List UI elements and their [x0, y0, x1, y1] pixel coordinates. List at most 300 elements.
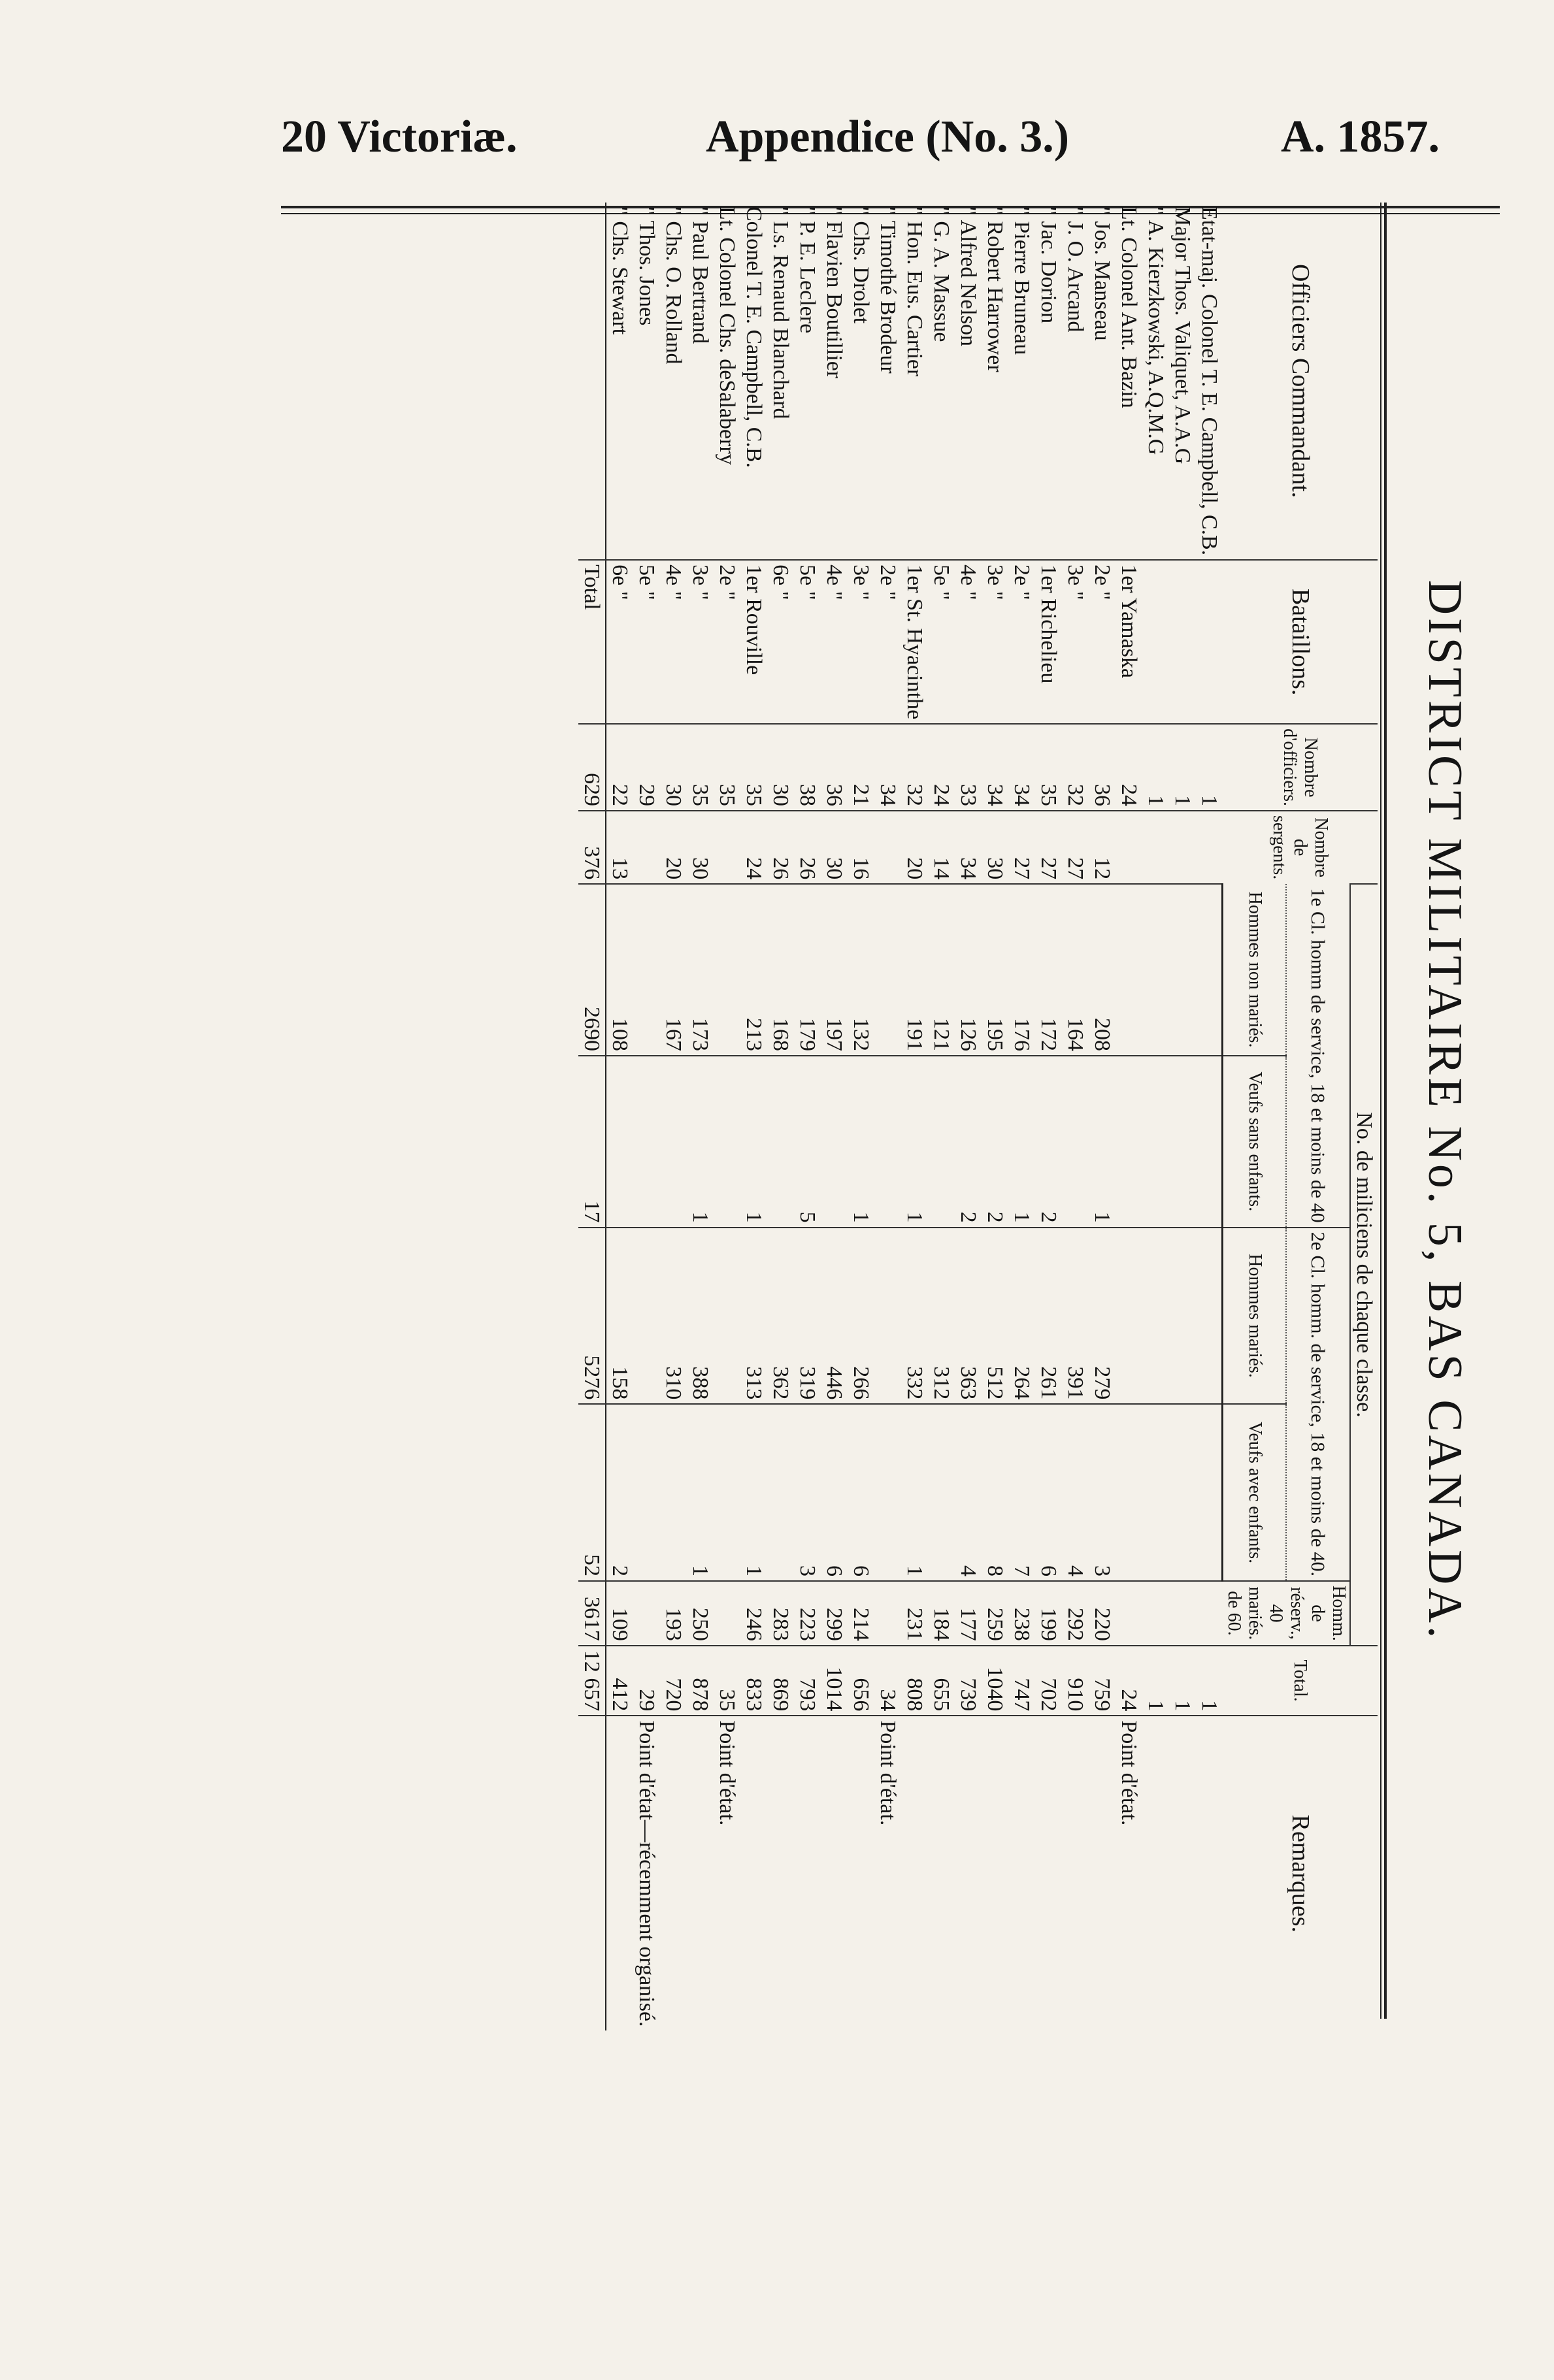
reserve: 177: [955, 1581, 982, 1646]
veufs-avec-enfants: 7: [1008, 1404, 1035, 1581]
officers-count: 30: [767, 724, 794, 811]
officer-name: " Chs. Drolet: [849, 206, 873, 324]
col-hommes-maries: Hommes mariés.: [1223, 1228, 1286, 1405]
veufs-sans-enfants: [633, 1056, 660, 1228]
remark: [848, 1716, 874, 2030]
table-row: [687, 203, 714, 2030]
veufs-sans-enfants: 1: [740, 1056, 767, 1228]
hommes-non-maries: 126: [955, 884, 982, 1056]
veufs-sans-enfants: [821, 1056, 848, 1228]
battalion-name: 1er St. Hyacinthe: [901, 560, 928, 724]
hommes-non-maries: 164: [1062, 884, 1089, 1056]
officers-count: 24: [1116, 724, 1142, 811]
hommes-non-maries: [1169, 884, 1196, 1056]
veufs-sans-enfants: 1: [687, 1056, 714, 1228]
officer-name: " Robert Harrower: [983, 206, 1007, 372]
officer-name: " A. Kierzkowski, A.Q.M.G: [1144, 206, 1168, 455]
officer-name: Major Thos. Valiquet, A.A.G: [1170, 206, 1195, 465]
table-row: [1196, 203, 1223, 2030]
officer-name: " Chs. Stewart: [608, 206, 632, 335]
reserve: 299: [821, 1581, 848, 1646]
battalion-name: 4e ": [660, 560, 687, 724]
total-total: 12 657: [578, 1646, 606, 1716]
battalion-name: 3e ": [982, 560, 1008, 724]
table-rule-top-thin: [1380, 203, 1381, 2019]
hommes-non-maries: 167: [660, 884, 687, 1056]
remark: [955, 1716, 982, 2030]
officer-name: " Paul Bertrand: [688, 206, 712, 344]
veufs-avec-enfants: [660, 1404, 687, 1581]
officer-name: " Flavien Boutillier: [822, 206, 846, 379]
hommes-maries: [714, 1228, 740, 1405]
reserve: [874, 1581, 901, 1646]
table-row: [606, 203, 633, 2030]
reserve: 231: [901, 1581, 928, 1646]
officer-name: Colonel T. E. Campbell, C.B.: [742, 206, 766, 468]
row-total: 1040: [982, 1646, 1008, 1716]
hommes-maries: 313: [740, 1228, 767, 1405]
veufs-sans-enfants: [1169, 1056, 1196, 1228]
hommes-non-maries: 213: [740, 884, 767, 1056]
table-row: [794, 203, 821, 2030]
veufs-sans-enfants: 2: [955, 1056, 982, 1228]
veufs-sans-enfants: [714, 1056, 740, 1228]
officers-count: 35: [740, 724, 767, 811]
row-total: 656: [848, 1646, 874, 1716]
veufs-avec-enfants: [714, 1404, 740, 1581]
reserve: [714, 1581, 740, 1646]
sergeants-count: [714, 811, 740, 884]
officers-count: 1: [1142, 724, 1169, 811]
hommes-maries: 362: [767, 1228, 794, 1405]
row-total: 34: [874, 1646, 901, 1716]
officers-count: 24: [928, 724, 955, 811]
officers-count: 1: [1196, 724, 1223, 811]
hommes-maries: 261: [1035, 1228, 1062, 1405]
officer-name: " Thos. Jones: [635, 206, 659, 326]
officer-name: " Pierre Bruneau: [1010, 206, 1034, 355]
total-c4: 52: [578, 1404, 606, 1581]
reserve: [1142, 1581, 1169, 1646]
hommes-non-maries: 179: [794, 884, 821, 1056]
row-total: 702: [1035, 1646, 1062, 1716]
sergeants-count: [1116, 811, 1142, 884]
sergeants-count: 13: [606, 811, 633, 884]
hommes-non-maries: 191: [901, 884, 928, 1056]
hommes-maries: 158: [606, 1228, 633, 1405]
table-row: [660, 203, 687, 2030]
hommes-non-maries: 121: [928, 884, 955, 1056]
sergeants-count: 24: [740, 811, 767, 884]
officers-count: 38: [794, 724, 821, 811]
veufs-sans-enfants: [606, 1056, 633, 1228]
row-total: 869: [767, 1646, 794, 1716]
hommes-maries: [1116, 1228, 1142, 1405]
veufs-avec-enfants: 3: [794, 1404, 821, 1581]
reserve: 193: [660, 1581, 687, 1646]
row-total: 720: [660, 1646, 687, 1716]
veufs-avec-enfants: [767, 1404, 794, 1581]
battalion-name: 2e ": [714, 560, 740, 724]
veufs-avec-enfants: [928, 1404, 955, 1581]
sergeants-count: 27: [1035, 811, 1062, 884]
remark: Point d'état.: [1116, 1716, 1142, 2030]
hommes-non-maries: 108: [606, 884, 633, 1056]
officers-count: 33: [955, 724, 982, 811]
row-total: 878: [687, 1646, 714, 1716]
col-veufs-sans-enfants: Veufs sans enfants.: [1223, 1056, 1286, 1228]
col-bataillons: Bataillons.: [1223, 560, 1378, 724]
officers-count: 22: [606, 724, 633, 811]
page-title: DISTRICT MILITAIRE No. 5, BAS CANADA.: [1418, 579, 1472, 1642]
veufs-sans-enfants: 1: [848, 1056, 874, 1228]
reserve: 259: [982, 1581, 1008, 1646]
veufs-sans-enfants: 2: [982, 1056, 1008, 1228]
remark: [767, 1716, 794, 2030]
battalion-name: [1142, 560, 1169, 724]
row-total: 655: [928, 1646, 955, 1716]
reserve: 220: [1089, 1581, 1116, 1646]
table-row: [1089, 203, 1116, 2030]
sergeants-count: [633, 811, 660, 884]
reserve: [1116, 1581, 1142, 1646]
col-officers-count: Nombre d'officiers.: [1223, 724, 1378, 811]
veufs-sans-enfants: 1: [901, 1056, 928, 1228]
hommes-maries: 446: [821, 1228, 848, 1405]
hommes-non-maries: [874, 884, 901, 1056]
officers-count: 36: [1089, 724, 1116, 811]
hommes-maries: [633, 1228, 660, 1405]
total-sergeants: 376: [578, 811, 606, 884]
remark: [1089, 1716, 1116, 2030]
officer-name: " Ls. Renaud Blanchard: [769, 206, 793, 419]
hommes-maries: 391: [1062, 1228, 1089, 1405]
total-c5: 3617: [578, 1581, 606, 1646]
officer-name: " Hon. Eus. Cartier: [902, 206, 927, 377]
hommes-non-maries: [633, 884, 660, 1056]
total-c2: 17: [578, 1056, 606, 1228]
reserve: 214: [848, 1581, 874, 1646]
sergeants-count: 30: [982, 811, 1008, 884]
remark: [821, 1716, 848, 2030]
hommes-maries: 512: [982, 1228, 1008, 1405]
hommes-non-maries: 172: [1035, 884, 1062, 1056]
remark: [901, 1716, 928, 2030]
officers-count: 34: [982, 724, 1008, 811]
table-row: [874, 203, 901, 2030]
battalion-name: 3e ": [1062, 560, 1089, 724]
sergeants-count: 14: [928, 811, 955, 884]
remark: [1008, 1716, 1035, 2030]
officer-name: " Timothé Brodeur: [876, 206, 900, 374]
row-total: 35: [714, 1646, 740, 1716]
officer-name: " Jac. Dorion: [1036, 206, 1061, 324]
hommes-maries: 388: [687, 1228, 714, 1405]
veufs-avec-enfants: 8: [982, 1404, 1008, 1581]
officer-name: " Jos. Manseau: [1090, 206, 1114, 341]
sergeants-count: [1142, 811, 1169, 884]
sergeants-count: 30: [821, 811, 848, 884]
sergeants-count: 27: [1008, 811, 1035, 884]
table-row: [848, 203, 874, 2030]
row-total: 1014: [821, 1646, 848, 1716]
sergeants-count: 34: [955, 811, 982, 884]
veufs-avec-enfants: 1: [901, 1404, 928, 1581]
row-total: 910: [1062, 1646, 1089, 1716]
veufs-avec-enfants: 6: [821, 1404, 848, 1581]
hommes-maries: [1169, 1228, 1196, 1405]
officer-name: " J. O. Arcand: [1063, 206, 1087, 333]
table-row: [714, 203, 740, 2030]
sergeants-count: 27: [1062, 811, 1089, 884]
row-total: 747: [1008, 1646, 1035, 1716]
battalion-name: 2e ": [1008, 560, 1035, 724]
reserve: 109: [606, 1581, 633, 1646]
reserve: [633, 1581, 660, 1646]
total-c3: 5276: [578, 1228, 606, 1405]
table-row: [982, 203, 1008, 2030]
remark: [794, 1716, 821, 2030]
hommes-maries: 310: [660, 1228, 687, 1405]
battalion-name: 3e ": [848, 560, 874, 724]
officers-count: 34: [1008, 724, 1035, 811]
reserve: 184: [928, 1581, 955, 1646]
remark: Point d'état—récemment organisé.: [633, 1716, 660, 2030]
battalion-name: 3e ": [687, 560, 714, 724]
officers-count: 30: [660, 724, 687, 811]
hommes-non-maries: 132: [848, 884, 874, 1056]
row-total: 793: [794, 1646, 821, 1716]
battalion-name: 1er Richelieu: [1035, 560, 1062, 724]
battalion-name: 4e ": [955, 560, 982, 724]
remark: [928, 1716, 955, 2030]
officer-name: " P. E. Leclere: [795, 206, 819, 334]
remark: [1035, 1716, 1062, 2030]
battalion-name: 1er Rouville: [740, 560, 767, 724]
sergeants-count: [1196, 811, 1223, 884]
veufs-sans-enfants: [660, 1056, 687, 1228]
col-reserve: Homm. de réserv., 40 mariés. de 60.: [1223, 1581, 1350, 1646]
officers-count: 29: [633, 724, 660, 811]
row-total: 1: [1196, 1646, 1223, 1716]
veufs-avec-enfants: 3: [1089, 1404, 1116, 1581]
militia-table: [578, 203, 1378, 2030]
battalion-name: 6e ": [606, 560, 633, 724]
reserve: 238: [1008, 1581, 1035, 1646]
table-row: [1008, 203, 1035, 2030]
row-total: 24: [1116, 1646, 1142, 1716]
col-veufs-avec-enfants: Veufs avec enfants.: [1223, 1404, 1286, 1581]
row-total: 739: [955, 1646, 982, 1716]
table-row: [1169, 203, 1196, 2030]
sergeants-count: 26: [767, 811, 794, 884]
table-rule-top: [1384, 203, 1387, 2019]
col-officiers: Officiers Commandant.: [1287, 264, 1314, 498]
hommes-maries: 312: [928, 1228, 955, 1405]
hommes-non-maries: [1142, 884, 1169, 1056]
veufs-avec-enfants: 6: [1035, 1404, 1062, 1581]
remark: [687, 1716, 714, 2030]
remark: [982, 1716, 1008, 2030]
table-row: [928, 203, 955, 2030]
officers-count: 32: [1062, 724, 1089, 811]
table-total-row: [578, 203, 606, 2030]
hommes-non-maries: [714, 884, 740, 1056]
hommes-non-maries: 173: [687, 884, 714, 1056]
table-row: [1116, 203, 1142, 2030]
row-total: 1: [1169, 1646, 1196, 1716]
header-right: A. 1857.: [1281, 112, 1440, 162]
sergeants-count: 20: [660, 811, 687, 884]
veufs-sans-enfants: [928, 1056, 955, 1228]
officer-name: " G. A. Massue: [929, 206, 953, 342]
col-total: Total.: [1223, 1646, 1378, 1716]
officer-name: Lt. Colonel Ant. Bazin: [1117, 206, 1141, 408]
battalion-name: 4e ": [821, 560, 848, 724]
col-hommes-non-maries: Hommes non mariés.: [1223, 884, 1286, 1056]
sergeants-count: 30: [687, 811, 714, 884]
table-row: [740, 203, 767, 2030]
hommes-maries: 363: [955, 1228, 982, 1405]
veufs-sans-enfants: 1: [1008, 1056, 1035, 1228]
officer-name: " Alfred Nelson: [956, 206, 980, 347]
total-remark: [578, 1716, 606, 2030]
hommes-maries: 279: [1089, 1228, 1116, 1405]
table-block: [397, 203, 1472, 2027]
table-row: [955, 203, 982, 2030]
reserve: 246: [740, 1581, 767, 1646]
sergeants-count: [1169, 811, 1196, 884]
veufs-sans-enfants: 1: [1089, 1056, 1116, 1228]
remark: Point d'état.: [714, 1716, 740, 2030]
battalion-name: 1er Yamaska: [1116, 560, 1142, 724]
battalion-name: 5e ": [928, 560, 955, 724]
veufs-sans-enfants: [1116, 1056, 1142, 1228]
table-row: [1035, 203, 1062, 2030]
col-remarques: Remarques.: [1223, 1716, 1378, 2030]
hommes-non-maries: 208: [1089, 884, 1116, 1056]
hommes-maries: 266: [848, 1228, 874, 1405]
hommes-non-maries: 197: [821, 884, 848, 1056]
hommes-non-maries: 176: [1008, 884, 1035, 1056]
sergeants-count: 12: [1089, 811, 1116, 884]
veufs-avec-enfants: [1142, 1404, 1169, 1581]
veufs-avec-enfants: 4: [955, 1404, 982, 1581]
reserve: 283: [767, 1581, 794, 1646]
row-total: 759: [1089, 1646, 1116, 1716]
officer-name: Lt. Colonel Chs. deSalaberry: [715, 206, 739, 465]
veufs-sans-enfants: 5: [794, 1056, 821, 1228]
hommes-maries: [874, 1228, 901, 1405]
remark: Point d'état.: [874, 1716, 901, 2030]
sergeants-count: 20: [901, 811, 928, 884]
veufs-sans-enfants: 2: [1035, 1056, 1062, 1228]
battalion-name: [1196, 560, 1223, 724]
rotated-page: [325, 0, 1554, 2025]
remark: [1196, 1716, 1223, 2030]
hommes-maries: [1196, 1228, 1223, 1405]
sergeants-count: [874, 811, 901, 884]
veufs-avec-enfants: [1196, 1404, 1223, 1581]
veufs-avec-enfants: [1116, 1404, 1142, 1581]
officers-count: 35: [714, 724, 740, 811]
remark: [660, 1716, 687, 2030]
hommes-non-maries: 168: [767, 884, 794, 1056]
reserve: 250: [687, 1581, 714, 1646]
battalion-name: [1169, 560, 1196, 724]
row-total: 29: [633, 1646, 660, 1716]
col-sergeants-count: Nombre de sergents.: [1223, 811, 1378, 884]
total-c1: 2690: [578, 884, 606, 1056]
veufs-avec-enfants: [1169, 1404, 1196, 1581]
veufs-sans-enfants: [1062, 1056, 1089, 1228]
veufs-avec-enfants: 1: [740, 1404, 767, 1581]
veufs-avec-enfants: 1: [687, 1404, 714, 1581]
officers-count: 21: [848, 724, 874, 811]
hommes-non-maries: 195: [982, 884, 1008, 1056]
row-total: 808: [901, 1646, 928, 1716]
remark: [1169, 1716, 1196, 2030]
battalion-name: 5e ": [794, 560, 821, 724]
col-group-main: No. de miliciens de chaque classe.: [1350, 884, 1378, 1646]
battalion-name: 5e ": [633, 560, 660, 724]
officers-count: 36: [821, 724, 848, 811]
total-label: Total: [578, 560, 606, 724]
veufs-sans-enfants: [1142, 1056, 1169, 1228]
remark: [1062, 1716, 1089, 2030]
officers-count: 32: [901, 724, 928, 811]
total-officers: 629: [578, 724, 606, 811]
table-row: [901, 203, 928, 2030]
officers-count: 34: [874, 724, 901, 811]
battalion-name: 2e ": [1089, 560, 1116, 724]
officers-count: 35: [687, 724, 714, 811]
reserve: 199: [1035, 1581, 1062, 1646]
reserve: 292: [1062, 1581, 1089, 1646]
table-body: [606, 203, 1223, 2030]
battalion-name: 2e ": [874, 560, 901, 724]
table-row: [633, 203, 660, 2030]
hommes-maries: [1142, 1228, 1169, 1405]
table-row: [821, 203, 848, 2030]
veufs-sans-enfants: [1196, 1056, 1223, 1228]
hommes-non-maries: [1116, 884, 1142, 1056]
row-total: 1: [1142, 1646, 1169, 1716]
officer-name: " Chs. O. Rolland: [661, 206, 686, 365]
sergeants-count: 16: [848, 811, 874, 884]
battalion-name: 6e ": [767, 560, 794, 724]
officer-name: Etat-maj. Colonel T. E. Campbell, C.B.: [1197, 206, 1221, 556]
reserve: [1196, 1581, 1223, 1646]
reserve: [1169, 1581, 1196, 1646]
officers-count: 35: [1035, 724, 1062, 811]
row-total: 412: [606, 1646, 633, 1716]
sergeants-count: 26: [794, 811, 821, 884]
veufs-sans-enfants: [767, 1056, 794, 1228]
veufs-avec-enfants: 4: [1062, 1404, 1089, 1581]
table-row: [1142, 203, 1169, 2030]
veufs-avec-enfants: 2: [606, 1404, 633, 1581]
total-blank: [578, 203, 606, 560]
hommes-maries: 264: [1008, 1228, 1035, 1405]
table-row: [767, 203, 794, 2030]
veufs-avec-enfants: 6: [848, 1404, 874, 1581]
table-row: [1062, 203, 1089, 2030]
veufs-sans-enfants: [874, 1056, 901, 1228]
remark: [606, 1716, 633, 2030]
row-total: 833: [740, 1646, 767, 1716]
col-group-1: 1e Cl. homm de service, 18 et moins de 40: [1286, 884, 1350, 1227]
